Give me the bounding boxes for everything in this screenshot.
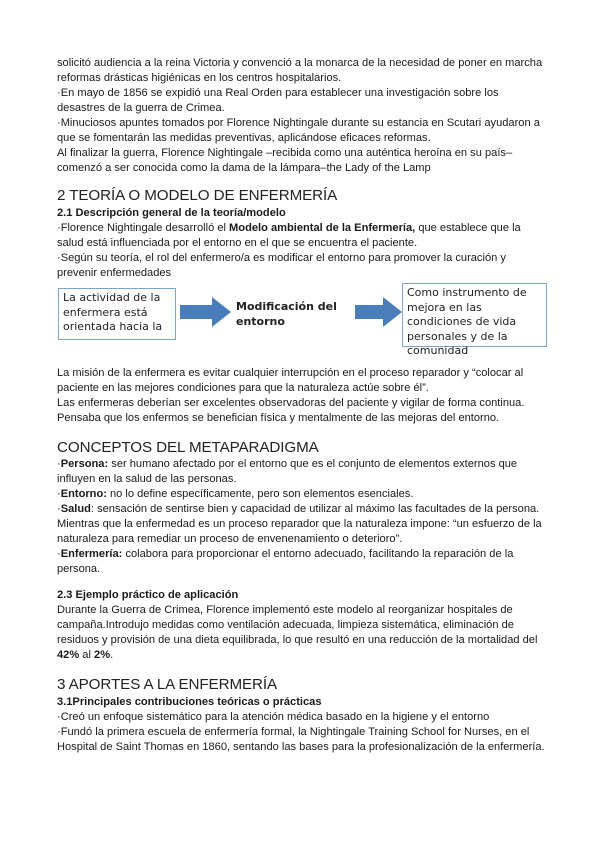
entorno-label: Entorno: [60,488,107,500]
intro-block [57,56,547,176]
concept-salud: ·Salud: sensación de sentirse bien y capacidad de utilizar al máximo las facultades de la persona. Mientras que la enfermedad es un proceso reparador que la naturaleza impone: “un esfuerzo de la naturaleza para remediar un proceso de envenenamiento o deterioro”. [57,503,542,545]
diagram-box-modification: Modificación del entorno [236,300,337,328]
mission-paragraph: La misión de la enfermera es evitar cualquier interrupción en el proceso reparador y “colocar al paciente en las mejores condiciones para que la naturaleza actúe sobre él”. [57,367,524,394]
section-3-heading: 3 APORTES A LA ENFERMERÍA [57,676,278,693]
section-2-1-body [57,221,547,281]
model-paragraph [57,221,547,251]
enfermeria-text: colabora para proporcionar el entorno adecuado, facilitando la reparación de la persona. [57,548,514,575]
model-text-a: ·Florence Nightingale desarrolló el [57,222,230,234]
role-paragraph: ·Según su teoría, el rol del enfermero/a es modificar el entorno para promover la curación y prevenir enfermedades [57,252,506,279]
crimea-text-a: Durante la Guerra de Crimea, Florence implementó este modelo al reorganizar hospitales de campaña.Introdujo medidas como ventilación adecuada, limpieza sistemática, eliminación de residuos y provisión de una dieta equilibrada, lo que resultó en una reducción de la mortalidad del [57,604,538,646]
salud-label: Salud [60,503,91,515]
model-name: Modelo ambiental de la Enfermería, [229,222,416,234]
contribution-1: ·Creó un enfoque sistemático para la atención médica basado en la higiene y el entorno [57,711,490,723]
model-text-c: que establece que la salud está influenciada por el entorno en el que se encuentra el paciente. [57,222,521,249]
diagram-box-activity: La actividad de la enfermera está orientada hacia la [58,288,176,340]
intro-paragraph-1: solicitó audiencia a la reina Victoria y convenció a la monarca de la necesidad de poner en marcha reformas drásticas higiénicas en los centros hospitalarios. [57,57,543,84]
mission-block [57,366,547,426]
intro-paragraph-4: Al finalizar la guerra, Florence Nightingale –recibida como una auténtica heroína en su país– comenzó a ser conocida como la dama de la lámpara–the Lady of the Lamp [57,147,513,174]
intro-paragraph-3: ·Minuciosos apuntes tomados por Florence Nightingale durante su estancia en Scutari ayudaron a que se fomentarán las medidas preventivas, aplicándose eficaces reformas. [57,117,540,144]
section-2-3-body [57,603,547,663]
metaparadigm-body [57,457,547,577]
benefits-paragraph: Pensaba que los enfermos se benefician física y mentalmente de las mejoras del entorno. [57,412,500,424]
section-3-1-body [57,710,547,755]
enfermeria-label: Enfermería: [60,548,123,560]
concept-enfermeria: ·Enfermería: colabora para proporcionar el entorno adecuado, facilitando la reparación de la persona. [57,548,514,575]
section-2-heading: 2 TEORÍA O MODELO DE ENFERMERÍA [57,187,338,204]
metaparadigm-heading: CONCEPTOS DEL METAPARADIGMA [57,439,319,456]
diagram-box-improvement: Como instrumento de mejora en las condiciones de vida personales y de la comunidad [402,283,547,347]
mortality-before: 42% [57,649,80,661]
persona-label: Persona: [60,458,109,470]
concept-entorno: ·Entorno: no lo define específicamente, pero son elementos esenciales. [57,488,414,500]
salud-text: : sensación de sentirse bien y capacidad de utilizar al máximo las facultades de la persona. Mientras que la enfermedad es un proceso reparador que la naturaleza impone: “un esfuerzo de la naturaleza para remediar un proceso de envenenamiento o deterioro”. [57,503,542,545]
concept-persona: ·Persona: ser humano afectado por el entorno que es el conjunto de elementos externos que influyen en la salud de las personas. [57,458,518,485]
diagram-arrow-1 [180,296,232,328]
mortality-after: 2% [94,649,111,661]
section-3-1-subheading: 3.1Principales contribuciones teóricas o prácticas [57,696,322,708]
crimea-text-b: al [79,649,95,661]
entorno-text: no lo define específicamente, pero son elementos esenciales. [106,488,414,500]
observers-paragraph: Las enfermeras deberían ser excelentes observadoras del paciente y vigilar de forma continua. [57,397,525,409]
diagram-arrow-2 [355,296,403,328]
persona-text: ser humano afectado por el entorno que es el conjunto de elementos externos que influyen en la salud de las personas. [57,458,518,485]
crimea-text-c: . [110,649,114,661]
section-2-1-subheading: 2.1 Descripción general de la teoría/modelo [57,207,286,219]
intro-paragraph-2: ·En mayo de 1856 se expidió una Real Orden para establecer una investigación sobre los desastres de la guerra de Crimea. [57,87,499,114]
contribution-2: ·Fundó la primera escuela de enfermería formal, la Nightingale Training School for Nurses, en el Hospital de Saint Thomas en 1860, sentando las bases para la profesionalización de la enfermería. [57,726,545,753]
section-2-3-subheading: 2.3 Ejemplo práctico de aplicación [57,589,239,601]
crimea-paragraph [57,603,547,663]
